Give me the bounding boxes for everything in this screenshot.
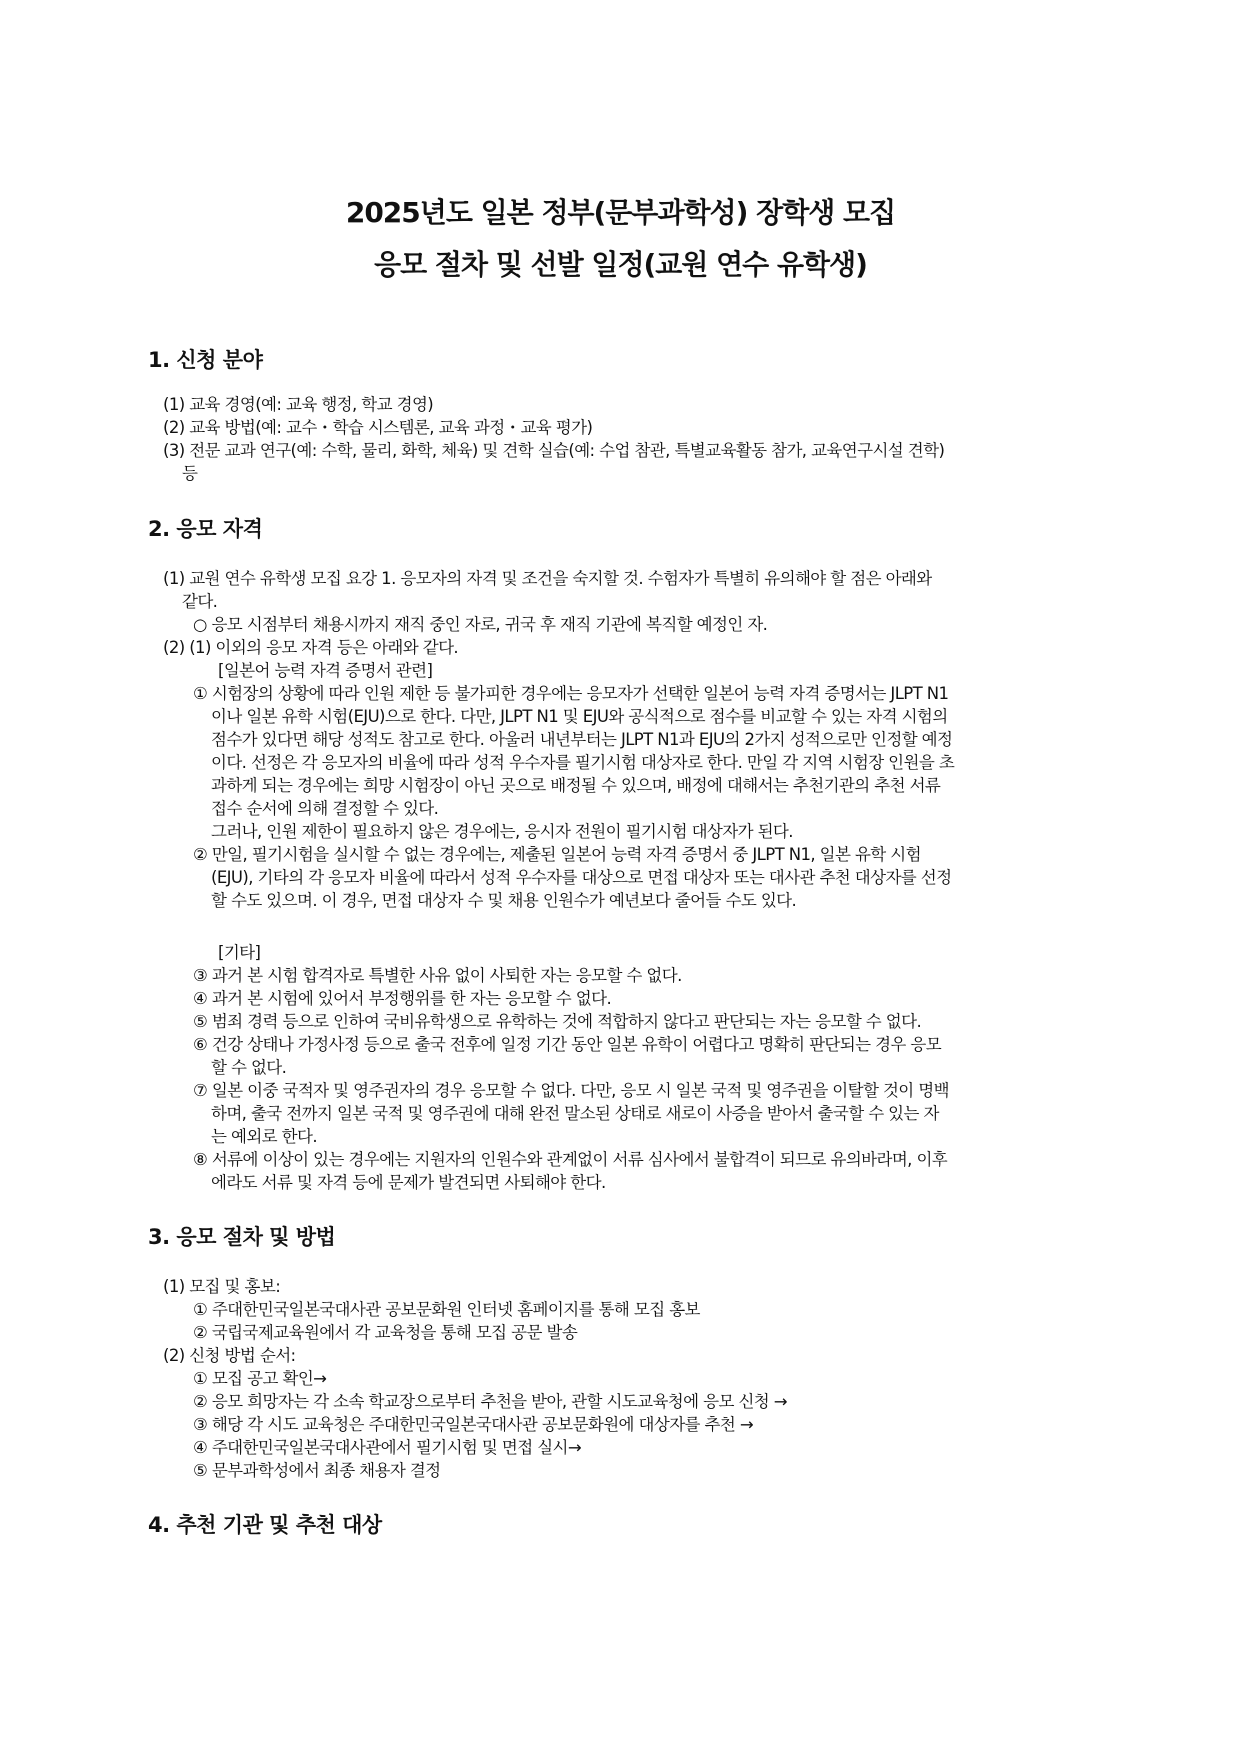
condition-item: ① 시험장의 상황에 따라 인원 제한 등 불가피한 경우에는 응모자가 선택한 일본어 능력 자격 증명서는 JLPT N1: [193, 684, 949, 703]
condition-item-continuation: 하며, 출국 전까지 일본 국적 및 영주권에 대해 완전 말소된 상태로 새로이 사증을 받아서 출국할 수 있는 자: [211, 1104, 939, 1123]
condition-item-continuation: 이나 일본 유학 시험(EJU)으로 한다. 다만, JLPT N1 및 EJU와 공식적으로 점수를 비교할 수 있는 자격 시험의: [211, 707, 948, 726]
procedure-step: ⑤ 문부과학성에서 최종 채용자 결정: [193, 1461, 441, 1480]
condition-item-continuation: 그러나, 인원 제한이 필요하지 않은 경우에는, 응시자 전원이 필기시험 대상자가 된다.: [211, 822, 793, 841]
field-item: (1) 교육 경영(예: 교육 행정, 학교 경영): [163, 395, 434, 414]
procedure-paragraph: (2) 신청 방법 순서:: [163, 1346, 296, 1365]
eligibility-paragraph: (2) (1) 이외의 응모 자격 등은 아래와 같다.: [163, 638, 459, 657]
condition-item-continuation: 과하게 되는 경우에는 희망 시험장이 아닌 곳으로 배정될 수 있으며, 배정에 대해서는 추천기관의 추천 서류: [211, 776, 941, 795]
section-heading-procedure: 3. 응모 절차 및 방법: [148, 1225, 336, 1249]
condition-item: ③ 과거 본 시험 합격자로 특별한 사유 없이 사퇴한 자는 응모할 수 없다.: [193, 966, 682, 985]
condition-item-continuation: (EJU), 기타의 각 응모자 비율에 따라서 성적 우수자를 대상으로 면접 대상자 또는 대사관 추천 대상자를 선정: [211, 868, 952, 887]
field-item: (2) 교육 방법(예: 교수・학습 시스템론, 교육 과정・교육 평가): [163, 418, 593, 437]
document-title-line-1: 2025년도 일본 정부(문부과학성) 장학생 모집: [345, 196, 896, 229]
subheading-japanese-certificate: [일본어 능력 자격 증명서 관련]: [218, 661, 433, 680]
eligibility-bullet: ○ 응모 시점부터 채용시까지 재직 중인 자로, 귀국 후 재직 기관에 복직할 예정인 자.: [193, 615, 768, 634]
procedure-step: ④ 주대한민국일본국대사관에서 필기시험 및 면접 실시→: [193, 1438, 582, 1457]
procedure-step: ② 응모 희망자는 각 소속 학교장으로부터 추천을 받아, 관할 시도교육청에 응모 신청 →: [193, 1392, 787, 1411]
procedure-paragraph: (1) 모집 및 홍보:: [163, 1277, 281, 1296]
condition-item: ⑧ 서류에 이상이 있는 경우에는 지원자의 인원수와 관계없이 서류 심사에서 불합격이 되므로 유의바라며, 이후: [193, 1150, 948, 1169]
condition-item-continuation: 할 수 없다.: [211, 1058, 287, 1077]
eligibility-paragraph-continuation: 같다.: [182, 592, 218, 611]
subheading-other: [기타]: [218, 943, 261, 962]
procedure-step: ③ 해당 각 시도 교육청은 주대한민국일본국대사관 공보문화원에 대상자를 추천 →: [193, 1415, 754, 1434]
condition-item-continuation: 점수가 있다면 해당 성적도 참고로 한다. 아울러 내년부터는 JLPT N1과 EJU의 2가지 성적으로만 인정할 예정: [211, 730, 953, 749]
procedure-item: ① 주대한민국일본국대사관 공보문화원 인터넷 홈페이지를 통해 모집 홍보: [193, 1300, 700, 1319]
condition-item: ⑦ 일본 이중 국적자 및 영주권자의 경우 응모할 수 없다. 다만, 응모 시 일본 국적 및 영주권을 이탈할 것이 명백: [193, 1081, 949, 1100]
condition-item-continuation: 이다. 선정은 각 응모자의 비율에 따라 성적 우수자를 필기시험 대상자로 한다. 만일 각 지역 시험장 인원을 초: [211, 753, 955, 772]
condition-item: ② 만일, 필기시험을 실시할 수 없는 경우에는, 제출된 일본어 능력 자격 증명서 중 JLPT N1, 일본 유학 시험: [193, 845, 921, 864]
field-item-continuation: 등: [182, 464, 198, 483]
condition-item: ⑤ 범죄 경력 등으로 인하여 국비유학생으로 유학하는 것에 적합하지 않다고 판단되는 자는 응모할 수 없다.: [193, 1012, 922, 1031]
field-item: (3) 전문 교과 연구(예: 수학, 물리, 화학, 체육) 및 견학 실습(예: 수업 참관, 특별교육활동 참가, 교육연구시설 견학): [163, 441, 945, 460]
procedure-item: ② 국립국제교육원에서 각 교육청을 통해 모집 공문 발송: [193, 1323, 578, 1342]
condition-item-continuation: 접수 순서에 의해 결정할 수 있다.: [211, 799, 439, 818]
section-heading-recommending-institutions: 4. 추천 기관 및 추천 대상: [148, 1513, 382, 1537]
section-heading-application-field: 1. 신청 분야: [148, 348, 263, 372]
condition-item-continuation: 는 예외로 한다.: [211, 1127, 317, 1146]
eligibility-paragraph: (1) 교원 연수 유학생 모집 요강 1. 응모자의 자격 및 조건을 숙지할 것. 수험자가 특별히 유의해야 할 점은 아래와: [163, 569, 932, 588]
condition-item: ⑥ 건강 상태나 가정사정 등으로 출국 전후에 일정 기간 동안 일본 유학이 어렵다고 명확히 판단되는 경우 응모: [193, 1035, 942, 1054]
condition-item-continuation: 할 수도 있으며. 이 경우, 면접 대상자 수 및 채용 인원수가 예년보다 줄어들 수도 있다.: [211, 891, 797, 910]
condition-item-continuation: 에라도 서류 및 자격 등에 문제가 발견되면 사퇴해야 한다.: [211, 1173, 606, 1192]
section-heading-eligibility: 2. 응모 자격: [148, 517, 263, 541]
document-title-line-2: 응모 절차 및 선발 일정(교원 연수 유학생): [374, 248, 867, 281]
procedure-step: ① 모집 공고 확인→: [193, 1369, 327, 1388]
condition-item: ④ 과거 본 시험에 있어서 부정행위를 한 자는 응모할 수 없다.: [193, 989, 612, 1008]
